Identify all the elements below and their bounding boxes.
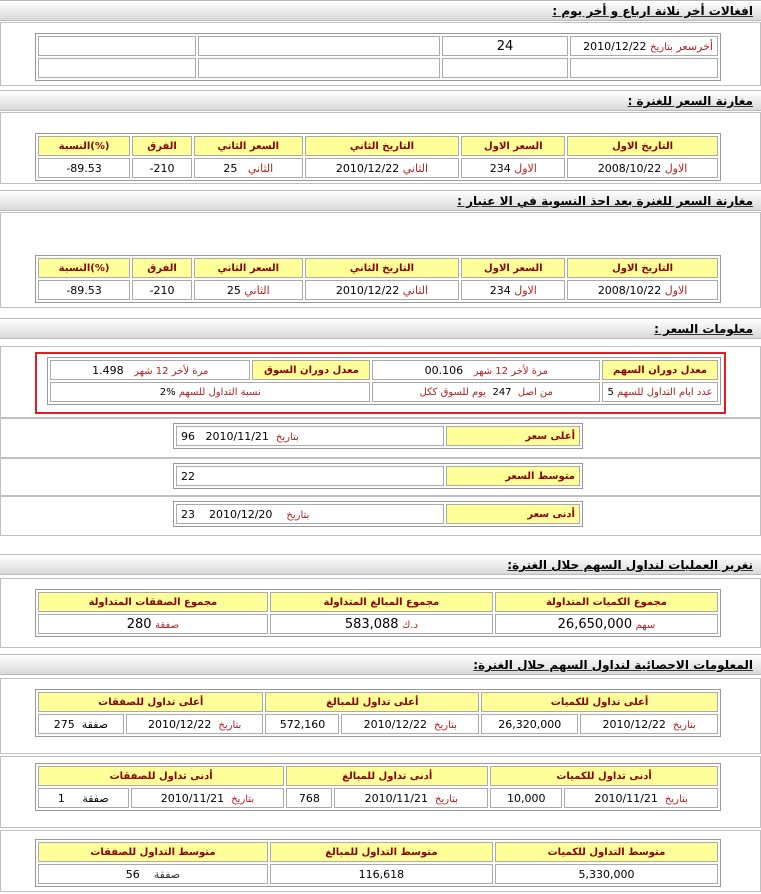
second-price: الثاني 25 [194,280,303,300]
avg-price-table [173,463,583,489]
low-price-table [173,501,583,527]
stock-turnover-value: مرة لأخر 12 شهر 00.106 [372,360,600,380]
col-header: السعر الثاني [194,136,303,156]
panel-max-trading [0,678,761,754]
section-header-price-info [0,318,761,339]
avg-amt: 116,618 [270,864,493,884]
first-date: الاول 2008/10/22 [567,280,718,300]
section-header-price-compare [0,90,761,111]
col-header: متوسط التداول للكميات [495,842,718,862]
col-header: التاريخ الثاني [305,258,460,278]
first-date: الاول 2008/10/22 [567,158,718,178]
section-header-adjusted-compare [0,190,761,211]
col-header: التاريخ الاول [567,136,718,156]
col-header: الفرق [132,136,192,156]
avg-price-label: متوسط السعر [446,466,580,486]
section-title: مغارنة السعر للغنرة بعد احذ النسوية في الا عنبار : [457,194,753,208]
adjusted-compare-table [35,255,721,303]
section-title: مغارنة السعر للغنرة : [627,94,753,108]
panel-adjusted-compare [0,212,761,308]
trading-days: عدد ايام التداول للسهم 5 [602,382,718,402]
section-header-operations [0,554,761,575]
trading-days-total: من اصل 247 يوم للسوق ككل [372,382,600,402]
section-header-last-close [0,0,761,21]
panel-avg-price [0,458,761,496]
high-price-label: أعلى سعر [446,426,580,446]
trading-ratio: نسبة التداول للسهم %2 [50,382,370,402]
col-header: أعلى تداول للكميات [481,692,718,712]
avg-qty: 5,330,000 [495,864,718,884]
stock-turnover-label: معدل دوران السهم [602,360,718,380]
min-trading-table [35,763,721,811]
second-date: الثاني 2010/12/22 [305,158,460,178]
col-header: (%)النسبة [38,258,130,278]
col-header: أدنى تداول للصفقات [38,766,284,786]
difference: -210 [132,158,192,178]
low-price-value: 23 2010/12/20 بتاريخ [176,504,444,524]
operations-table [35,589,721,637]
max-deals: صفقة 275 [38,714,124,734]
empty-cell [38,36,196,56]
max-amt: 572,160 [265,714,339,734]
first-price: الاول 234 [461,280,565,300]
avg-deals: صفقة 56 [38,864,268,884]
min-amt: 768 [286,788,332,808]
min-amt-date: بتاريخ 2010/11/21 [334,788,488,808]
max-qty-date: بتاريخ 2010/12/22 [580,714,718,734]
low-price-label: أدنى سعر [446,504,580,524]
avg-trading-table [35,839,721,887]
total-deals: صفقة 280 [38,614,268,634]
last-close-label-cell: أخرسعر بتاريخ 2010/12/22 [570,36,718,56]
max-deals-date: بتاريخ 2010/12/22 [126,714,264,734]
col-header: متوسط التداول للمبالغ [270,842,493,862]
panel-low-price [0,496,761,536]
col-header: أدنى تداول للمبالغ [286,766,488,786]
panel-avg-trading [0,830,761,892]
last-close-value: 24 [442,36,568,56]
second-date: الثاني 2010/12/22 [305,280,460,300]
section-title: معلومات السعر : [654,322,753,336]
last-close-table [35,33,721,81]
max-trading-table [35,689,721,737]
panel-min-trading [0,756,761,828]
col-header: السعر الثاني [194,258,303,278]
min-qty: 10,000 [490,788,562,808]
min-deals: صفقة 1 [38,788,129,808]
max-amt-date: بتاريخ 2010/12/22 [341,714,479,734]
total-amount: د.ك 583,088 [270,614,493,634]
col-header: (%)النسبة [38,136,130,156]
percent: -89.53 [38,280,130,300]
panel-high-price [0,418,761,458]
percent: -89.53 [38,158,130,178]
empty-cell [198,58,440,78]
first-price: الاول 234 [461,158,565,178]
second-price: الثاني 25 [194,158,303,178]
high-price-table [173,423,583,449]
avg-price-value: 22 [176,466,444,486]
col-header: أعلى تداول للمبالغ [265,692,479,712]
market-turnover-label: معدل دوران السوق [252,360,370,380]
col-header: مجموع المبالغ المتداولة [270,592,493,612]
section-header-statistics [0,654,761,675]
difference: -210 [132,280,192,300]
col-header: متوسط التداول للصفقات [38,842,268,862]
col-header: مجموع الصفقات المتداولة [38,592,268,612]
col-header: أدنى تداول للكميات [490,766,718,786]
total-quantity: سهم 26,650,000 [495,614,718,634]
panel-price-compare [0,112,761,184]
col-header: التاريخ الثاني [305,136,460,156]
max-qty: 26,320,000 [481,714,578,734]
col-header: السعر الاول [461,136,565,156]
panel-operations [0,578,761,648]
empty-cell [442,58,568,78]
min-deals-date: بتاريخ 2010/11/21 [131,788,285,808]
col-header: السعر الاول [461,258,565,278]
market-turnover-value: مرة لأخر 12 شهر 1.498 [50,360,250,380]
price-compare-table [35,133,721,181]
section-title: المعلومات الاحصائية لنداول السهم حلال الغنرة: [473,658,753,672]
col-header: مجموع الكميات المتداولة [495,592,718,612]
section-title: افغالات أخر نلانة ارباع و أخر يوم : [552,4,753,18]
min-qty-date: بتاريخ 2010/11/21 [564,788,718,808]
panel-last-close [0,22,761,86]
col-header: التاريخ الاول [567,258,718,278]
empty-cell [38,58,196,78]
highlight-box [35,352,726,414]
high-price-value: 96 2010/11/21 بتاريخ [176,426,444,446]
empty-cell [570,58,718,78]
col-header: أعلى تداول للصفقات [38,692,263,712]
empty-cell [198,36,440,56]
col-header: الفرق [132,258,192,278]
section-title: نغرير العمليات لنداول السهم حلال الغنرة: [507,558,753,572]
